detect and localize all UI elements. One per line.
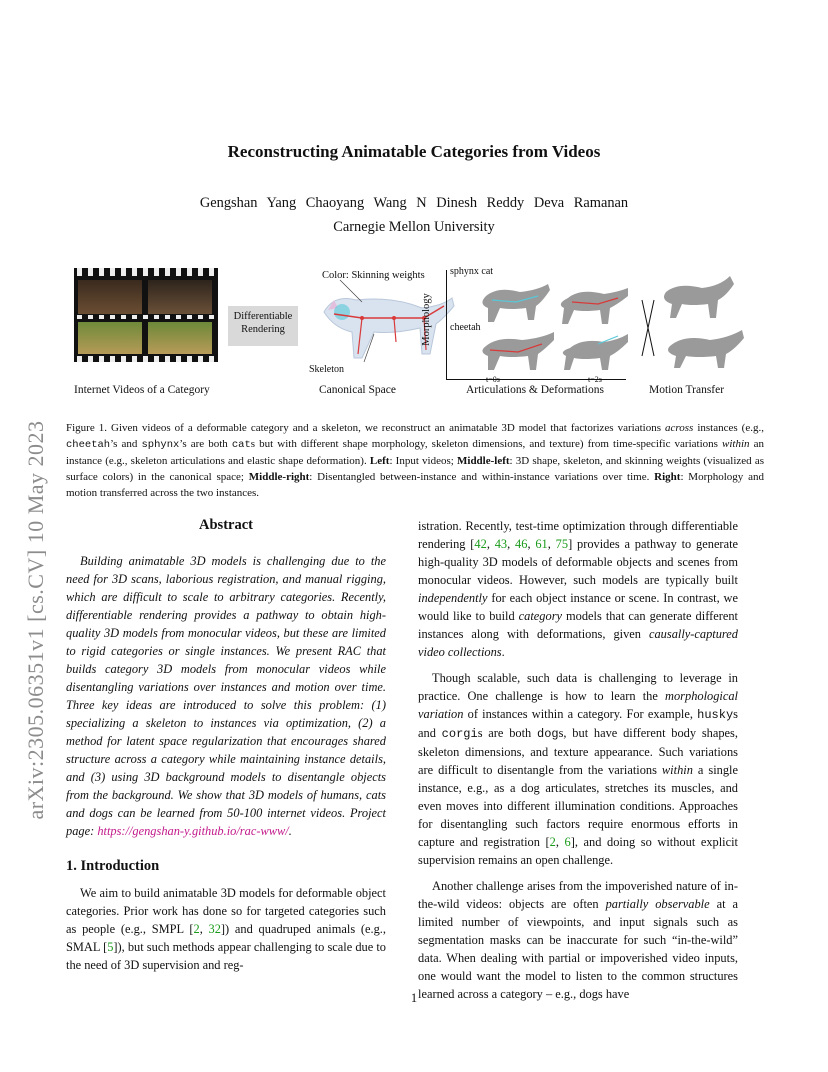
body-emph: causally-captured video collections [418, 627, 738, 659]
citation-link[interactable]: 75 [555, 537, 569, 551]
caption-emph: across [665, 422, 694, 434]
body-emph: within [661, 763, 693, 777]
film-perforation [74, 268, 218, 276]
body-text: a single instance, e.g., as a dog articulates, stretches its muscles, and even moves into different illumination conditions. Approaches for disentangling such factors require enormous efforts in capture and registration [ [418, 763, 738, 849]
cheetah-label: cheetah [450, 322, 481, 333]
film-perforation [74, 315, 218, 319]
intro-text: ]) and quadruped animals (e.g., SMAL [ [66, 922, 386, 954]
caption-bold: Middle-right [248, 471, 310, 483]
skinning-weights-label: Color: Skinning weights [322, 270, 425, 281]
caption-bold: Right [654, 471, 681, 483]
video-frame [78, 322, 142, 354]
teaser-figure: Differentiable Rendering Color: Skinning weights Skeleton Morphology sphynx cat cheetah t=0s t=2s Internet Videos of a Category Canonical Space Articulations & Deformations Motion Transfer [66, 262, 766, 402]
body-code: husky [697, 708, 734, 722]
sphynx-label: sphynx cat [450, 266, 494, 277]
intro-text: ]), but such methods appear challenging to scale due to the need of 3D supervision and reg- [66, 940, 386, 972]
panel-label-motion-transfer: Motion Transfer [649, 384, 725, 396]
caption-bold: Left [369, 455, 390, 467]
body-text: , [555, 835, 565, 849]
body-text: s and [418, 707, 738, 740]
caption-text: : Disentangled between-instance and within-instance variations over time. [309, 471, 655, 483]
body-text: . [501, 645, 505, 659]
body-text: s, but have different body shapes, skeleton dimensions, and texture appearance. Such variations are difficult to disentangle from the variations [418, 726, 738, 777]
video-frame [78, 280, 142, 314]
panel-label-articulation: Articulations & Deformations [466, 384, 604, 396]
articulation-cats [458, 274, 634, 374]
skeleton-label: Skeleton [309, 364, 344, 375]
citation-link[interactable]: 6 [564, 835, 571, 849]
abstract-body [66, 552, 386, 840]
diff-rendering-label: Differentiable Rendering [233, 311, 293, 335]
section-heading-introduction: 1. Introduction [66, 858, 160, 874]
body-text: models that can generate different instances along with deformations, given [418, 609, 738, 641]
citation-link[interactable]: 2 [193, 922, 200, 936]
video-frame [148, 322, 212, 354]
video-frame [148, 280, 212, 314]
caption-code: sphynx [141, 439, 180, 451]
video-film-strip [74, 268, 218, 362]
caption-text: : 3D shape, skeleton, and skinning weights (visualized as surface colors) in the canonical space; [66, 455, 764, 483]
paper-title: Reconstructing Animatable Categories from Videos [227, 142, 601, 161]
caption-emph: within [722, 438, 750, 450]
intro-paragraph [66, 884, 386, 974]
motion-transfer-graphic [632, 270, 752, 374]
right-column: istration. Recently, test-time optimization through differentiable rendering [42, 43, 46, 61, 75] provides a pathway to generate high-quality 3D models of deformable objects and scenes from monocular videos. However, such models are typically built independently for each object instance or scene. In contrast, we would like to build category models that can generate different instances along with deformations, given causally-captured video collections. Though scalable, such data is challenging to leverage in practice. One challenge is how to learn the morphological variation of instances within a category. For example, huskys and corgis are both dogs, but have different body shapes, skeleton dimensions, and texture appearance. Such variations are difficult to disentangle from the variations within a single instance, e.g., as a dog articulates, stretches its muscles, and even moves into different illumination conditions. Approaches for disentangling such factors require enormous efforts in capture and registration [2, 6], and doing so without explicit supervision remains an open challenge. Another challenge arises from the impoverished nature of in-the-wild videos: objects are often partially observable at a limited number of viewpoints, and input signals such as segmentation masks can be inaccurate for such “in-the-wild” data. When dealing with partial or impoverished video inputs, one would want the model to listen to the common structures learned across a category – e.g., dogs have [418, 519, 739, 1001]
caption-text: ’s are both [179, 438, 232, 450]
body-text: for each object instance or scene. In contrast, we would like to build [418, 591, 738, 623]
caption-text: : Morphology and motion transferred across the two instances. [66, 471, 764, 499]
caption-code: cat [231, 439, 251, 451]
panel-label-canonical: Canonical Space [319, 384, 396, 396]
caption-text: s but with different shape morphology, skeleton dimensions, and texture) from time-specific variations [250, 438, 723, 450]
figure-caption [66, 420, 764, 501]
project-page-link[interactable]: https://gengshan-y.github.io/rac-www/ [97, 824, 289, 838]
film-perforation [74, 356, 218, 362]
diff-rendering-box [228, 306, 298, 346]
body-text: ], and doing so without explicit supervision remains an open challenge. [418, 835, 738, 867]
body-emph: category [518, 609, 563, 623]
body-emph: independently [418, 591, 488, 605]
affiliation: Carnegie Mellon University [333, 219, 495, 235]
citation-link[interactable]: 61 [535, 537, 548, 551]
body-code: dog [537, 727, 559, 741]
body-emph: morphological variation [418, 689, 738, 721]
citation-link[interactable]: 42 [474, 537, 487, 551]
body-text: istration. Recently, test-time optimization through differentiable rendering [ [418, 519, 738, 551]
abstract-text: Building animatable 3D models is challenging due to the need for 3D scans, laborious registration, and manual rigging, which are difficult to scale to arbitrary categories. Recently, differentiable rendering provides a pathway to obtain high-quality 3D models from monocular videos, but these are limited to rigid categories or single instances. We present RAC that builds category 3D models from monocular videos while disentangling variations over instances and motion over time. Three key ideas are introduced to solve this problem: (1) specializing a skeleton to instances via optimization, (2) a method for latent space regularization that encourages shared structure across a category while maintaining instance details, and (3) using 3D background models to disentangle objects from the background. We show that 3D models of humans, cats and dogs can be learned from 50-100 internet videos. Project page: [66, 554, 386, 838]
body-text: s are both [477, 726, 537, 740]
citation-link[interactable]: 32 [208, 922, 221, 936]
caption-text: instances (e.g., [693, 422, 764, 434]
caption-code: cheetah [66, 439, 111, 451]
panel-label-input: Internet Videos of a Category [74, 384, 210, 396]
abstract-text: . [288, 824, 292, 838]
page-number: 1 [410, 991, 418, 1005]
body-text: Another challenge arises from the impoverished nature of in-the-wild videos: objects are often [418, 879, 738, 911]
arxiv-id: arXiv:2305.06351v1 [cs.CV] 10 May 2023 [23, 420, 48, 820]
body-text: of instances within a category. For example, [463, 707, 698, 721]
time-start-label: t=0s [486, 375, 500, 384]
body-emph: partially observable [605, 897, 710, 911]
author-list: Gengshan Yang Chaoyang Wang N Dinesh Reddy Deva Ramanan [199, 195, 629, 211]
intro-text: We aim to build animatable 3D models for deformable object categories. Prior work has done so for targeted categories such as people (e.g., SMPL [ [66, 886, 386, 936]
morphology-axis [446, 270, 447, 380]
caption-text: ’s and [110, 438, 142, 450]
citation-link[interactable]: 43 [494, 537, 508, 551]
abstract-heading: Abstract [199, 517, 253, 533]
citation-link[interactable]: 2 [549, 835, 556, 849]
caption-text: Figure 1. Given videos of a deformable category and a skeleton, we reconstruct an animatable 3D model that factorizes variations [66, 422, 665, 434]
citation-link[interactable]: 5 [107, 940, 114, 954]
time-end-label: t=2s [588, 375, 602, 384]
citation-link[interactable]: 46 [515, 537, 528, 551]
body-text: at a limited number of viewpoints, and input signals such as segmentation masks can be inaccurate for such “in-the-wild” data. When dealing with partial or impoverished video inputs, one would want the model to listen to the common structures learned across a category – e.g., dogs have [418, 897, 738, 1001]
caption-text: : Input videos; [389, 455, 457, 467]
body-text: ] provides a pathway to generate high-quality 3D models of deformable objects and scenes from monocular videos. However, such models are typically built [418, 537, 739, 587]
intro-text: , [199, 922, 209, 936]
body-text: Though scalable, such data is challenging to leverage in practice. One challenge is how to learn the [418, 671, 738, 703]
caption-text: an instance (e.g., skeleton articulations and elastic shape deformation). [66, 438, 764, 467]
body-code: corgi [441, 727, 478, 741]
caption-bold: Middle-left [457, 455, 510, 467]
